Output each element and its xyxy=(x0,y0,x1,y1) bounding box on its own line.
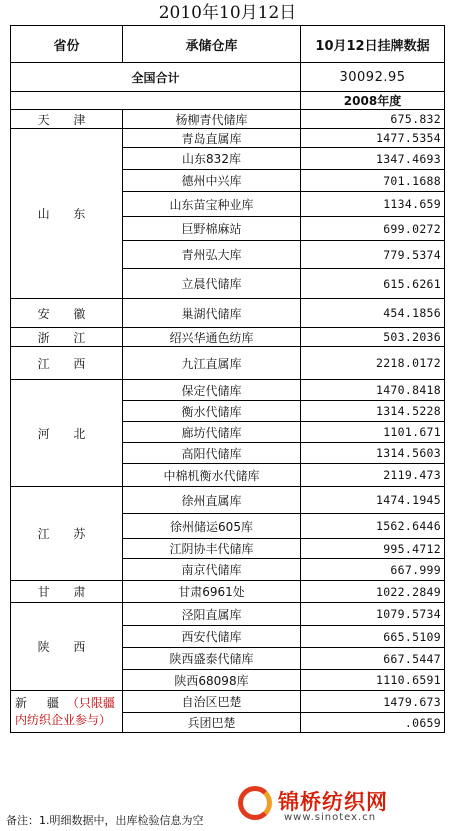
listing-value-cell: 667.5447 xyxy=(301,648,445,670)
listing-value-cell: 1314.5603 xyxy=(301,443,445,464)
listing-value-cell: 667.999 xyxy=(301,559,445,581)
total-value: 30092.95 xyxy=(301,63,445,92)
warehouse-cell: 徐州储运605库 xyxy=(123,514,301,539)
year-label: 2008年度 xyxy=(301,92,445,110)
listing-value-cell: 1101.671 xyxy=(301,422,445,443)
province-cell: 江 西 xyxy=(11,347,123,380)
warehouse-cell: 中棉机衡水代储库 xyxy=(123,464,301,487)
listing-value-cell: 1470.8418 xyxy=(301,380,445,401)
warehouse-cell: 自治区巴楚 xyxy=(123,691,301,713)
province-name: 新 疆 xyxy=(15,695,67,710)
province-restriction-note: （只限疆内纺织企业参与） xyxy=(15,695,115,727)
warehouse-cell: 德州中兴库 xyxy=(123,170,301,192)
listing-value-cell: 1474.1945 xyxy=(301,487,445,514)
total-row xyxy=(11,63,445,92)
listing-value-cell: 1347.4693 xyxy=(301,148,445,170)
listing-value-cell: 701.1688 xyxy=(301,170,445,192)
warehouse-cell: 山东苗宝种业库 xyxy=(123,192,301,217)
warehouse-cell: 杨柳青代储库 xyxy=(123,110,301,129)
warehouse-cell: 巢湖代储库 xyxy=(123,299,301,328)
warehouse-cell: 青州弘大库 xyxy=(123,241,301,269)
table-row xyxy=(11,328,445,347)
table-row xyxy=(11,380,445,401)
listing-value-cell: 1479.673 xyxy=(301,691,445,713)
province-cell: 天 津 xyxy=(11,110,123,129)
province-cell: 山 东 xyxy=(11,129,123,299)
warehouse-cell: 绍兴华通色纺库 xyxy=(123,328,301,347)
watermark-logo xyxy=(238,786,448,828)
listing-value-cell: 1079.5734 xyxy=(301,603,445,626)
warehouse-cell: 兵团巴楚 xyxy=(123,713,301,733)
listing-value-cell: 1562.6446 xyxy=(301,514,445,539)
listing-value-cell: 503.2036 xyxy=(301,328,445,347)
table-row xyxy=(11,487,445,514)
header-row xyxy=(11,26,445,63)
header-province: 省份 xyxy=(11,26,123,63)
year-row xyxy=(11,92,445,110)
listing-value-cell: 675.832 xyxy=(301,110,445,129)
table-row xyxy=(11,347,445,380)
table-row xyxy=(11,581,445,603)
table-row xyxy=(11,299,445,328)
table-row xyxy=(11,129,445,148)
listing-value-cell: 779.5374 xyxy=(301,241,445,269)
warehouse-cell: 陕西68098库 xyxy=(123,670,301,691)
province-cell: 江 苏 xyxy=(11,487,123,581)
warehouse-cell: 泾阳直属库 xyxy=(123,603,301,626)
warehouse-cell: 山东832库 xyxy=(123,148,301,170)
warehouse-cell: 立晨代储库 xyxy=(123,269,301,299)
listing-value-cell: 1477.5354 xyxy=(301,129,445,148)
warehouse-cell: 保定代储库 xyxy=(123,380,301,401)
province-cell: 河 北 xyxy=(11,380,123,487)
listing-value-cell: 1134.659 xyxy=(301,192,445,217)
listing-value-cell: 995.4712 xyxy=(301,539,445,559)
warehouse-cell: 廊坊代储库 xyxy=(123,422,301,443)
header-listing-data: 10月12日挂牌数据 xyxy=(301,26,445,63)
listing-value-cell: 1022.2849 xyxy=(301,581,445,603)
table-row xyxy=(11,691,445,713)
listing-value-cell: 2119.473 xyxy=(301,464,445,487)
listing-value-cell: 2218.0172 xyxy=(301,347,445,380)
watermark-ring-icon xyxy=(238,786,272,820)
warehouse-cell: 南京代储库 xyxy=(123,559,301,581)
table-row xyxy=(11,603,445,626)
watermark-url: www.sinotex.cn xyxy=(284,812,377,823)
warehouse-cell: 徐州直属库 xyxy=(123,487,301,514)
warehouse-cell: 江阴协丰代储库 xyxy=(123,539,301,559)
listing-value-cell: 665.5109 xyxy=(301,626,445,648)
listing-value-cell: 1314.5228 xyxy=(301,401,445,422)
warehouse-cell: 陕西盛泰代储库 xyxy=(123,648,301,670)
cotton-listing-table xyxy=(10,25,445,733)
warehouse-cell: 巨野棉麻站 xyxy=(123,217,301,241)
warehouse-cell: 衡水代储库 xyxy=(123,401,301,422)
province-cell: 安 徽 xyxy=(11,299,123,328)
total-label: 全国合计 xyxy=(11,63,301,92)
province-cell: 甘 肃 xyxy=(11,581,123,603)
listing-value-cell: 1110.6591 xyxy=(301,670,445,691)
footnote: 备注：1.明细数据中，出库检验信息为空 xyxy=(6,814,204,827)
warehouse-cell: 青岛直属库 xyxy=(123,129,301,148)
warehouse-cell: 九江直属库 xyxy=(123,347,301,380)
warehouse-cell: 西安代储库 xyxy=(123,626,301,648)
province-cell: 陕 西 xyxy=(11,603,123,691)
table-row xyxy=(11,110,445,129)
listing-value-cell: .0659 xyxy=(301,713,445,733)
watermark-brand: 锦桥纺织网 xyxy=(278,790,388,814)
listing-value-cell: 699.0272 xyxy=(301,217,445,241)
province-cell: 浙 江 xyxy=(11,328,123,347)
warehouse-cell: 高阳代储库 xyxy=(123,443,301,464)
date-title: 2010年10月12日 xyxy=(158,3,297,23)
listing-value-cell: 615.6261 xyxy=(301,269,445,299)
header-warehouse: 承储仓库 xyxy=(123,26,301,63)
province-cell xyxy=(11,691,123,733)
year-row-blank xyxy=(11,92,301,110)
table-body xyxy=(11,63,445,733)
warehouse-cell: 甘肃6961处 xyxy=(123,581,301,603)
listing-value-cell: 454.1856 xyxy=(301,299,445,328)
